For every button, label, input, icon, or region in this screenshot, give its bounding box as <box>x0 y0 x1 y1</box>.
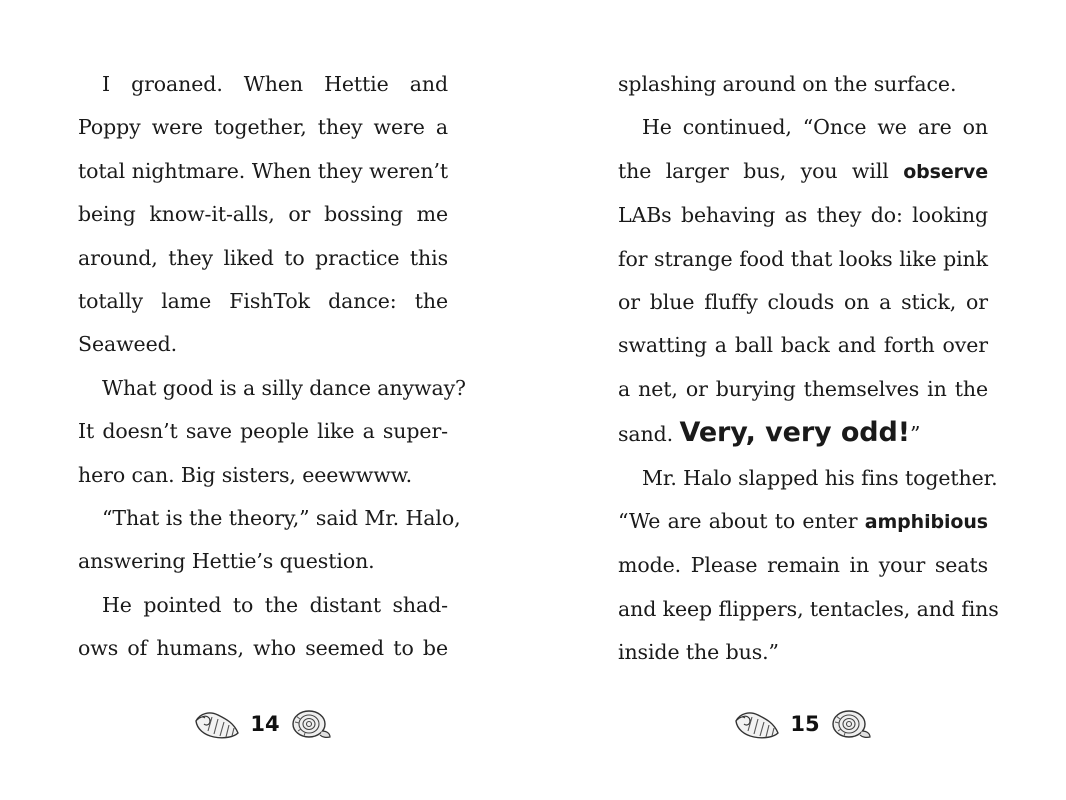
text-line: and keep flippers, tentacles, and fins <box>618 596 999 621</box>
text-line: splashing around on the surface. <box>618 72 957 96</box>
text-line: He pointed to the distant shad- <box>102 592 448 617</box>
page-footer-right <box>734 702 872 746</box>
page-number: 15 <box>790 712 820 736</box>
text-line: for strange food that looks like pink <box>618 246 988 271</box>
text-line: inside the bus.” <box>618 640 779 665</box>
bold-word: observe <box>903 160 988 183</box>
conch-shell-icon <box>734 707 780 741</box>
text-line: answering Hettie’s question. <box>78 549 375 574</box>
snail-shell-icon <box>290 707 332 741</box>
left-page-text <box>78 63 466 671</box>
conch-shell-icon <box>194 707 240 741</box>
emphasis-text: Very, very odd! <box>679 417 910 449</box>
snail-shell-icon <box>830 707 872 741</box>
text-line: totally lame FishTok dance: the <box>78 289 448 314</box>
text-line: It doesn’t save people like a super- <box>78 419 448 444</box>
text-line: around, they liked to practice this <box>78 245 448 270</box>
page-number: 14 <box>250 712 280 736</box>
text-line: mode. Please remain in your seats <box>618 553 988 578</box>
text-line: a net, or burying themselves in the <box>618 376 988 401</box>
bold-word: amphibious <box>864 511 988 534</box>
text-line: What good is a silly dance anyway? <box>102 375 466 400</box>
text-run: the larger bus, you will <box>618 158 904 183</box>
text-line: being know-it-alls, or bossing me <box>78 202 448 227</box>
text-line: or blue fluffy clouds on a stick, or <box>618 290 988 315</box>
text-line: ows of humans, who seemed to be <box>78 636 448 661</box>
text-line: Poppy were together, they were a <box>78 115 448 140</box>
text-line: LABs behaving as they do: looking <box>618 203 988 228</box>
text-line: Mr. Halo slapped his fins together. <box>642 465 998 490</box>
text-line: total nightmare. When they weren’t <box>78 158 448 183</box>
text-run: “We are about to enter <box>618 509 865 534</box>
text-line: “That is the theory,” said Mr. Halo, <box>102 506 461 531</box>
right-page-text <box>618 63 999 675</box>
page-footer-left <box>194 702 332 746</box>
text-line: I groaned. When Hettie and <box>102 72 448 96</box>
text-line: swatting a ball back and forth over <box>618 333 988 358</box>
text-run: ” <box>909 422 921 447</box>
text-line <box>618 150 988 194</box>
text-line <box>618 500 988 544</box>
text-line <box>618 411 988 456</box>
text-line: hero can. Big sisters, eeewwww. <box>78 462 413 487</box>
text-line: Seaweed. <box>78 332 178 357</box>
text-run: sand. <box>618 422 680 447</box>
text-line: He continued, “Once we are on <box>642 115 988 140</box>
